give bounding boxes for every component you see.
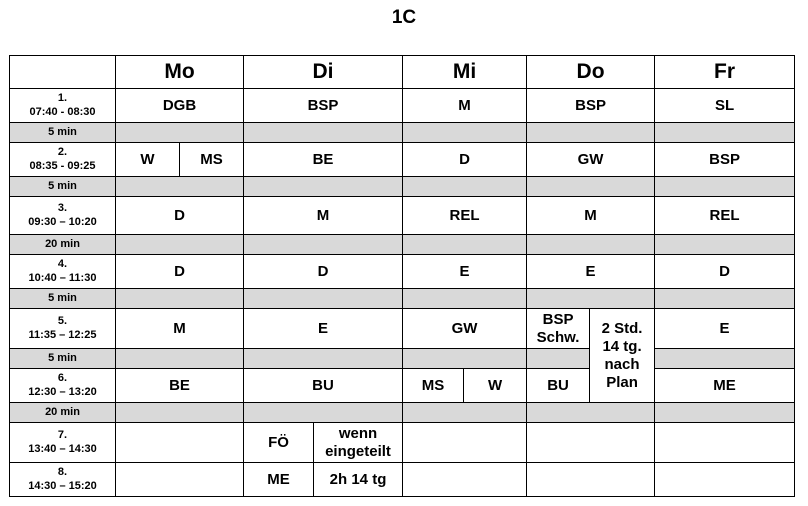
lesson-cell-empty: [116, 423, 244, 463]
period-row-1: [10, 89, 795, 123]
break-label: 20 min: [10, 235, 116, 255]
break-label: 20 min: [10, 403, 116, 423]
lesson-cell: ME: [244, 463, 314, 497]
break-label: 5 min: [10, 177, 116, 197]
lesson-cell: BSP: [655, 143, 795, 177]
lesson-cell: 2h 14 tg: [314, 463, 403, 497]
break-row: [10, 177, 795, 197]
lesson-cell-empty: [116, 463, 244, 497]
lesson-cell: D: [655, 255, 795, 289]
lesson-cell: BU: [527, 369, 590, 403]
break-label: 5 min: [10, 349, 116, 369]
day-header-di: Di: [244, 56, 403, 89]
break-row: [10, 289, 795, 309]
lesson-cell-empty: [527, 423, 655, 463]
lesson-cell: wenn eingeteilt: [314, 423, 403, 463]
lesson-cell-empty: [403, 423, 527, 463]
period-time-5: 5. 11:35 – 12:25: [10, 309, 116, 349]
lesson-cell: FÖ: [244, 423, 314, 463]
lesson-cell: E: [244, 309, 403, 349]
lesson-cell: BE: [116, 369, 244, 403]
break-label: 5 min: [10, 289, 116, 309]
lesson-cell: D: [244, 255, 403, 289]
period-time-3: 3. 09:30 – 10:20: [10, 197, 116, 235]
period-time-6: 6. 12:30 – 13:20: [10, 369, 116, 403]
period-row-4: [10, 255, 795, 289]
lesson-cell: MS: [180, 143, 244, 177]
period-time-1: 1. 07:40 - 08:30: [10, 89, 116, 123]
lesson-cell-empty: [655, 463, 795, 497]
lesson-cell: M: [527, 197, 655, 235]
day-header-mi: Mi: [403, 56, 527, 89]
lesson-cell: D: [116, 197, 244, 235]
lesson-cell: W: [464, 369, 527, 403]
lesson-cell: REL: [655, 197, 795, 235]
lesson-cell-empty: [403, 463, 527, 497]
lesson-cell-empty: [655, 423, 795, 463]
period-time-8: 8. 14:30 – 15:20: [10, 463, 116, 497]
lesson-cell: M: [244, 197, 403, 235]
break-row: [10, 235, 795, 255]
lesson-cell: M: [403, 89, 527, 123]
timetable: [9, 55, 795, 497]
break-row: [10, 123, 795, 143]
lesson-cell-empty: [527, 463, 655, 497]
lesson-cell: E: [655, 309, 795, 349]
lesson-cell: M: [116, 309, 244, 349]
lesson-cell: E: [527, 255, 655, 289]
page-title: 1C: [391, 7, 417, 28]
lesson-cell: D: [403, 143, 527, 177]
lesson-cell: GW: [403, 309, 527, 349]
lesson-cell: MS: [403, 369, 464, 403]
period-row-3: [10, 197, 795, 235]
lesson-cell: BSP Schw.: [527, 309, 590, 349]
lesson-cell: REL: [403, 197, 527, 235]
lesson-cell: BE: [244, 143, 403, 177]
lesson-cell: E: [403, 255, 527, 289]
lesson-cell: SL: [655, 89, 795, 123]
lesson-cell: D: [116, 255, 244, 289]
day-header-do: Do: [527, 56, 655, 89]
lesson-cell-merged: 2 Std. 14 tg. nach Plan: [590, 309, 655, 403]
lesson-cell: W: [116, 143, 180, 177]
day-header-fr: Fr: [655, 56, 795, 89]
period-row-5: [10, 309, 795, 349]
header-row: [10, 56, 795, 89]
break-label: 5 min: [10, 123, 116, 143]
period-row-2: [10, 143, 795, 177]
period-row-6: [10, 369, 795, 403]
period-time-4: 4. 10:40 – 11:30: [10, 255, 116, 289]
lesson-cell: BU: [244, 369, 403, 403]
period-time-7: 7. 13:40 – 14:30: [10, 423, 116, 463]
break-row: [10, 403, 795, 423]
period-time-2: 2. 08:35 - 09:25: [10, 143, 116, 177]
lesson-cell: DGB: [116, 89, 244, 123]
lesson-cell: BSP: [527, 89, 655, 123]
corner-cell: [10, 56, 116, 89]
period-row-8: [10, 463, 795, 497]
lesson-cell: BSP: [244, 89, 403, 123]
day-header-mo: Mo: [116, 56, 244, 89]
lesson-cell: GW: [527, 143, 655, 177]
break-row: [10, 349, 795, 369]
lesson-cell: ME: [655, 369, 795, 403]
period-row-7: [10, 423, 795, 463]
